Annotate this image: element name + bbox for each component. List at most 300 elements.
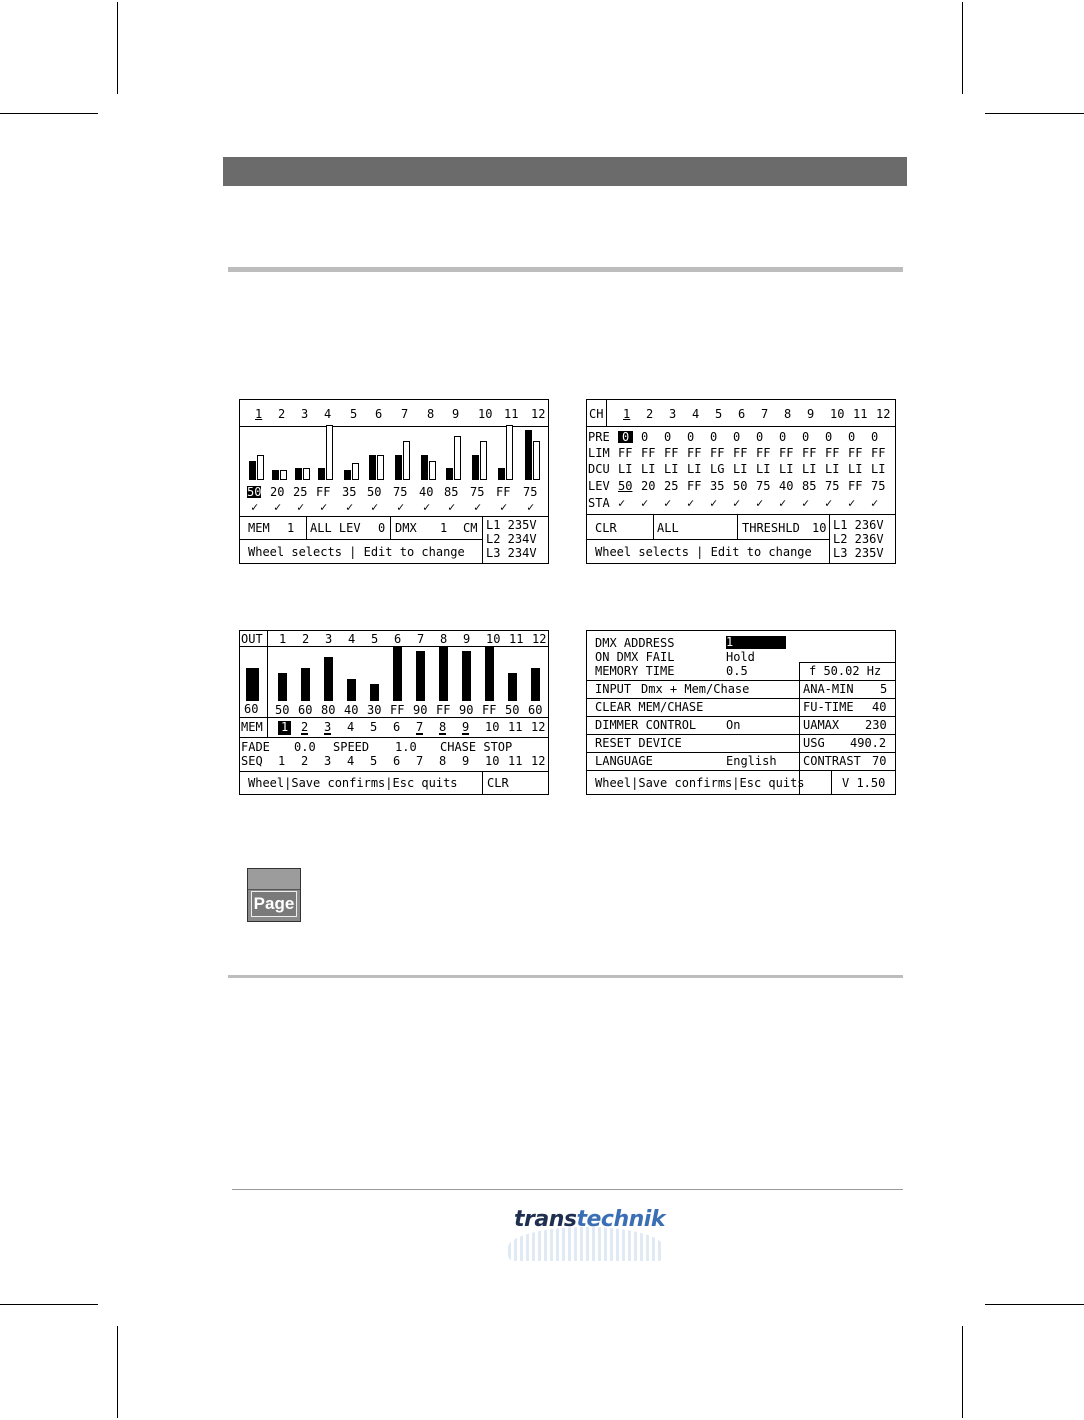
logo-fan — [508, 1227, 664, 1261]
output-bar — [531, 668, 540, 701]
phase-l1: L1 235V — [486, 518, 537, 532]
table-cell[interactable]: FF — [687, 479, 702, 493]
divider — [482, 516, 483, 563]
level-value[interactable]: 50 — [367, 485, 382, 499]
phase-l3: L3 234V — [486, 546, 537, 560]
lcd-setup-menu — [586, 630, 896, 795]
table-cell[interactable]: ✓ — [848, 496, 856, 510]
table-cell[interactable]: LI — [733, 462, 748, 476]
table-cell[interactable]: 0 — [779, 430, 787, 444]
divider — [240, 771, 548, 772]
crop-mark — [0, 1304, 98, 1305]
table-cell[interactable]: FF — [664, 446, 679, 460]
level-bar — [272, 470, 279, 480]
channel-number[interactable]: 12 — [876, 407, 891, 421]
row-label: STA — [588, 496, 610, 510]
page-key-icon — [247, 868, 301, 922]
channel-number[interactable]: 2 — [278, 407, 286, 421]
row-label: PRE — [588, 430, 610, 444]
divider — [240, 737, 548, 738]
top-rule — [228, 267, 903, 272]
channel-number: 4 — [348, 632, 356, 646]
channel-number[interactable]: 5 — [350, 407, 358, 421]
level-bar — [369, 455, 376, 480]
divider — [240, 516, 548, 517]
level-value[interactable]: 40 — [419, 485, 434, 499]
level-bar — [318, 468, 325, 480]
memory-slot[interactable]: 3 — [324, 720, 332, 734]
page-key-label: Page — [251, 891, 297, 917]
output-value: 60 — [528, 703, 543, 717]
preset-bar — [326, 425, 333, 480]
table-cell[interactable]: 50 — [733, 479, 748, 493]
sequence-step: 4 — [347, 754, 355, 768]
status-check: ✓ — [500, 500, 508, 514]
table-cell[interactable]: ✓ — [733, 496, 741, 510]
table-cell[interactable]: LI — [756, 462, 771, 476]
table-cell[interactable]: ✓ — [825, 496, 833, 510]
uamax-value: 230 — [865, 718, 887, 732]
memory-slot[interactable]: 12 — [531, 720, 546, 734]
divider — [390, 516, 391, 539]
level-bar — [295, 468, 302, 480]
table-cell[interactable]: 25 — [664, 479, 679, 493]
ana-min-label: ANA-MIN — [803, 682, 854, 696]
crop-mark — [962, 1326, 963, 1418]
table-cell[interactable]: ✓ — [802, 496, 810, 510]
level-bar — [446, 468, 453, 480]
channel-number: 11 — [509, 632, 524, 646]
status-check: ✓ — [397, 500, 405, 514]
mem-value: 1 — [287, 521, 295, 535]
table-cell[interactable]: LG — [710, 462, 725, 476]
table-cell[interactable]: 40 — [779, 479, 794, 493]
output-bar — [278, 673, 287, 701]
channel-number[interactable]: 5 — [715, 407, 723, 421]
level-value[interactable]: 75 — [393, 485, 408, 499]
divider — [831, 770, 832, 794]
channel-number[interactable]: 8 — [427, 407, 435, 421]
status-check: ✓ — [297, 500, 305, 514]
crop-mark — [985, 1304, 1084, 1305]
divider — [587, 752, 895, 753]
channel-number: 9 — [463, 632, 471, 646]
contrast-label: CONTRAST — [803, 754, 861, 768]
dmx-address-field[interactable]: 1 — [726, 636, 786, 649]
sequence-step: 12 — [531, 754, 546, 768]
divider — [306, 516, 307, 539]
row-label: DCU — [588, 462, 610, 476]
channel-number: 6 — [394, 632, 402, 646]
table-cell[interactable]: ✓ — [618, 496, 626, 510]
table-cell[interactable]: LI — [779, 462, 794, 476]
all-option[interactable]: ALL — [657, 521, 679, 535]
table-cell[interactable]: 0 — [710, 430, 718, 444]
memory-time-label: MEMORY TIME — [595, 664, 675, 678]
channel-number: 12 — [532, 632, 547, 646]
level-value[interactable]: 85 — [444, 485, 459, 499]
preset-bar — [403, 441, 410, 480]
table-cell[interactable]: ✓ — [687, 496, 695, 510]
status-check: ✓ — [346, 500, 354, 514]
sequence-step: 7 — [416, 754, 424, 768]
divider — [587, 716, 895, 717]
footer-rule — [232, 1189, 903, 1190]
mem-label: MEM — [248, 521, 270, 535]
crop-mark — [117, 2, 118, 94]
output-value: 90 — [413, 703, 428, 717]
output-bar — [301, 668, 310, 701]
output-value: 40 — [344, 703, 359, 717]
crop-mark — [962, 2, 963, 94]
table-cell[interactable]: 0 — [733, 430, 741, 444]
divider — [587, 514, 895, 515]
table-cell[interactable]: LI — [802, 462, 817, 476]
output-bar — [439, 646, 448, 701]
table-cell[interactable]: ✓ — [664, 496, 672, 510]
status-check: ✓ — [474, 500, 482, 514]
phase-l3: L3 235V — [833, 546, 884, 560]
channel-number: 10 — [486, 632, 501, 646]
channel-number[interactable]: 3 — [669, 407, 677, 421]
table-cell[interactable]: ✓ — [871, 496, 879, 510]
help-text: Wheel selects | Edit to change — [248, 545, 465, 559]
status-check: ✓ — [320, 500, 328, 514]
table-cell[interactable]: ✓ — [756, 496, 764, 510]
table-cell[interactable]: 35 — [710, 479, 725, 493]
table-cell[interactable]: ✓ — [710, 496, 718, 510]
output-bar — [347, 679, 356, 701]
phase-l1: L1 236V — [833, 518, 884, 532]
crop-mark — [985, 113, 1084, 114]
memory-time-value[interactable]: 0.5 — [726, 664, 748, 678]
channel-number[interactable]: 2 — [646, 407, 654, 421]
divider — [482, 771, 483, 794]
preset-bar — [303, 468, 310, 480]
divider — [799, 662, 800, 794]
bottom-rule — [228, 975, 903, 978]
channel-number: 7 — [417, 632, 425, 646]
all-lev-value: 0 — [378, 521, 386, 535]
table-cell[interactable]: 85 — [802, 479, 817, 493]
row-label: LEV — [588, 479, 610, 493]
memory-slot[interactable]: 5 — [370, 720, 378, 734]
sequence-step: 10 — [485, 754, 500, 768]
channel-number[interactable]: 1 — [623, 407, 631, 421]
dmx-label: DMX — [395, 521, 417, 535]
sequence-step: 11 — [508, 754, 523, 768]
logo-text-trans: trans — [514, 1207, 577, 1232]
dmx-address-label: DMX ADDRESS — [595, 636, 675, 650]
channel-number[interactable]: 1 — [255, 407, 263, 421]
page-key-top — [248, 869, 300, 890]
memory-slot[interactable]: 1 — [278, 721, 291, 735]
crop-mark — [0, 113, 98, 114]
channel-number[interactable]: 12 — [531, 407, 546, 421]
divider — [653, 514, 654, 539]
table-cell[interactable]: 0 — [618, 431, 633, 443]
output-value: 30 — [367, 703, 382, 717]
divider — [240, 426, 548, 427]
master-bar — [246, 668, 259, 701]
table-cell[interactable]: FF — [871, 446, 886, 460]
sequence-step: 6 — [393, 754, 401, 768]
table-cell[interactable]: 0 — [756, 430, 764, 444]
help-text: Wheel selects | Edit to change — [595, 545, 812, 559]
table-cell[interactable]: FF — [802, 446, 817, 460]
output-value: 80 — [321, 703, 336, 717]
table-cell[interactable]: FF — [848, 446, 863, 460]
fu-time-label: FU-TIME — [803, 700, 854, 714]
master-value: 60 — [244, 702, 259, 716]
status-check: ✓ — [371, 500, 379, 514]
table-cell[interactable]: LI — [871, 462, 886, 476]
threshld-value: 10 — [812, 521, 827, 535]
all-lev-label: ALL LEV — [310, 521, 361, 535]
channel-number: 2 — [302, 632, 310, 646]
divider — [240, 717, 548, 718]
ch-label: CH — [589, 407, 604, 421]
usg-value: 490.2 — [850, 736, 887, 750]
table-cell[interactable]: 20 — [641, 479, 656, 493]
reset-device-item[interactable]: RESET DEVICE — [595, 736, 682, 750]
logo-wordmark — [514, 1207, 665, 1232]
speed-label: SPEED — [333, 740, 370, 754]
table-cell[interactable]: LI — [848, 462, 863, 476]
channel-number[interactable]: 4 — [324, 407, 332, 421]
divider — [587, 698, 895, 699]
level-value[interactable]: 50 — [247, 485, 262, 499]
preset-bar — [506, 425, 513, 480]
table-cell[interactable]: 0 — [825, 430, 833, 444]
table-cell[interactable]: 75 — [756, 479, 771, 493]
sequence-step: 5 — [370, 754, 378, 768]
channel-number[interactable]: 11 — [504, 407, 519, 421]
channel-number[interactable]: 6 — [375, 407, 383, 421]
status-check: ✓ — [527, 500, 535, 514]
channel-number[interactable]: 9 — [807, 407, 815, 421]
table-cell[interactable]: 50 — [618, 479, 633, 493]
channel-number: 3 — [325, 632, 333, 646]
divider — [267, 631, 268, 737]
preset-bar — [454, 436, 461, 480]
on-dmx-fail-value[interactable]: Hold — [726, 650, 755, 664]
level-value[interactable]: FF — [496, 485, 511, 499]
memory-slot[interactable]: 9 — [462, 720, 470, 734]
phase-l2: L2 236V — [833, 532, 884, 546]
dimmer-control-value[interactable]: On — [726, 718, 741, 732]
preset-bar — [480, 441, 487, 480]
table-cell[interactable]: ✓ — [641, 496, 649, 510]
channel-number: 1 — [279, 632, 287, 646]
sequence-step: 3 — [324, 754, 332, 768]
output-value: FF — [482, 703, 497, 717]
table-cell[interactable]: ✓ — [779, 496, 787, 510]
input-value[interactable]: Dmx + Mem/Chase — [641, 682, 750, 696]
crop-mark — [117, 1326, 118, 1418]
speed-value: 1.0 — [395, 740, 417, 754]
divider — [829, 514, 830, 563]
level-bar — [395, 455, 402, 480]
channel-number[interactable]: 4 — [692, 407, 700, 421]
status-check: ✓ — [274, 500, 282, 514]
output-value: 50 — [505, 703, 520, 717]
output-value: FF — [436, 703, 451, 717]
output-value: FF — [390, 703, 405, 717]
table-cell[interactable]: 0 — [848, 430, 856, 444]
table-cell[interactable]: 0 — [871, 430, 879, 444]
lcd-channel-table — [586, 399, 896, 564]
table-cell[interactable]: 75 — [825, 479, 840, 493]
level-bar — [249, 461, 256, 480]
channel-number[interactable]: 10 — [830, 407, 845, 421]
output-value: 50 — [275, 703, 290, 717]
divider — [799, 662, 895, 663]
lcd-output-memory — [239, 630, 549, 795]
transtechnik-logo — [498, 1203, 674, 1263]
divider — [587, 734, 895, 735]
table-cell[interactable]: FF — [779, 446, 794, 460]
preset-bar — [280, 470, 287, 480]
level-value[interactable]: 20 — [270, 485, 285, 499]
divider — [587, 426, 895, 427]
table-cell[interactable]: FF — [848, 479, 863, 493]
memory-slot[interactable]: 4 — [347, 720, 355, 734]
channel-number[interactable]: 7 — [401, 407, 409, 421]
version-label: V 1.50 — [842, 776, 886, 790]
table-cell[interactable]: FF — [641, 446, 656, 460]
uamax-label: UAMAX — [803, 718, 840, 732]
preset-bar — [429, 461, 436, 480]
output-bar — [508, 673, 517, 701]
level-value[interactable]: 75 — [470, 485, 485, 499]
output-bar — [370, 684, 379, 701]
level-value[interactable]: 75 — [523, 485, 538, 499]
channel-number[interactable]: 11 — [853, 407, 868, 421]
level-value[interactable]: FF — [316, 485, 331, 499]
frequency-readout: f 50.02 Hz — [809, 664, 882, 678]
level-bar — [472, 455, 479, 480]
seq-label: SEQ — [241, 754, 263, 768]
table-cell[interactable]: LI — [664, 462, 679, 476]
table-cell[interactable]: LI — [825, 462, 840, 476]
table-cell[interactable]: FF — [733, 446, 748, 460]
row-label: LIM — [588, 446, 610, 460]
table-cell[interactable]: 0 — [687, 430, 695, 444]
level-value[interactable]: 25 — [293, 485, 308, 499]
logo-text-technik: technik — [576, 1207, 665, 1232]
table-cell[interactable]: FF — [710, 446, 725, 460]
channel-number[interactable]: 10 — [478, 407, 493, 421]
table-cell[interactable]: FF — [825, 446, 840, 460]
divider — [587, 770, 895, 771]
ana-min-value: 5 — [880, 682, 888, 696]
level-bar — [421, 455, 428, 480]
sequence-step: 2 — [301, 754, 309, 768]
phase-l2: L2 234V — [486, 532, 537, 546]
level-bar — [525, 430, 532, 480]
memory-slot[interactable]: 10 — [485, 720, 500, 734]
dimmer-control-label: DIMMER CONTROL — [595, 718, 697, 732]
level-bar — [498, 468, 505, 480]
contrast-value: 70 — [872, 754, 887, 768]
preset-bar — [257, 455, 264, 480]
memory-slot[interactable]: 8 — [439, 720, 447, 734]
channel-number[interactable]: 9 — [452, 407, 460, 421]
memory-slot[interactable]: 11 — [508, 720, 523, 734]
channel-number: 5 — [371, 632, 379, 646]
table-cell[interactable]: LI — [618, 462, 633, 476]
fade-label: FADE — [241, 740, 270, 754]
table-cell[interactable]: 75 — [871, 479, 886, 493]
output-bar — [393, 646, 402, 701]
chase-label: CHASE STOP — [440, 740, 513, 754]
fade-value: 0.0 — [294, 740, 316, 754]
channel-number[interactable]: 7 — [761, 407, 769, 421]
divider — [240, 539, 482, 540]
clr-button[interactable]: CLR — [595, 521, 617, 535]
level-value[interactable]: 35 — [342, 485, 357, 499]
threshld-label: THRESHLD — [742, 521, 800, 535]
table-cell[interactable]: 0 — [641, 430, 649, 444]
output-bar — [462, 651, 471, 701]
output-bar — [324, 657, 333, 701]
mem-label: MEM — [241, 720, 263, 734]
fu-time-value: 40 — [872, 700, 887, 714]
divider — [606, 400, 607, 426]
table-cell[interactable]: FF — [618, 446, 633, 460]
table-cell[interactable]: LI — [687, 462, 702, 476]
channel-number[interactable]: 6 — [738, 407, 746, 421]
usg-label: USG — [803, 736, 825, 750]
memory-slot[interactable]: 2 — [301, 720, 309, 734]
output-value: 60 — [298, 703, 313, 717]
preset-bar — [352, 463, 359, 480]
language-value[interactable]: English — [726, 754, 777, 768]
table-cell[interactable]: LI — [641, 462, 656, 476]
output-bar — [485, 646, 494, 701]
clr-button[interactable]: CLR — [487, 776, 509, 790]
status-check: ✓ — [251, 500, 259, 514]
divider — [587, 680, 895, 681]
output-bar — [416, 651, 425, 701]
table-cell[interactable]: 0 — [664, 430, 672, 444]
level-bar — [344, 470, 351, 480]
table-cell[interactable]: 0 — [802, 430, 810, 444]
preset-bar — [533, 441, 540, 480]
preset-bar — [377, 455, 384, 480]
sequence-step: 8 — [439, 754, 447, 768]
memory-slot[interactable]: 7 — [416, 720, 424, 734]
divider — [737, 514, 738, 539]
status-check: ✓ — [423, 500, 431, 514]
channel-number[interactable]: 3 — [301, 407, 309, 421]
table-cell[interactable]: FF — [687, 446, 702, 460]
on-dmx-fail-label: ON DMX FAIL — [595, 650, 675, 664]
help-text: Wheel|Save confirms|Esc quits — [595, 776, 805, 790]
clear-mem-item[interactable]: CLEAR MEM/CHASE — [595, 700, 704, 714]
status-check: ✓ — [448, 500, 456, 514]
header-bar — [223, 157, 907, 186]
output-value: 90 — [459, 703, 474, 717]
table-cell[interactable]: FF — [756, 446, 771, 460]
channel-number: 8 — [440, 632, 448, 646]
language-label: LANGUAGE — [595, 754, 653, 768]
memory-slot[interactable]: 6 — [393, 720, 401, 734]
out-label: OUT — [241, 632, 263, 646]
channel-number[interactable]: 8 — [784, 407, 792, 421]
cm-label: CM — [463, 521, 478, 535]
